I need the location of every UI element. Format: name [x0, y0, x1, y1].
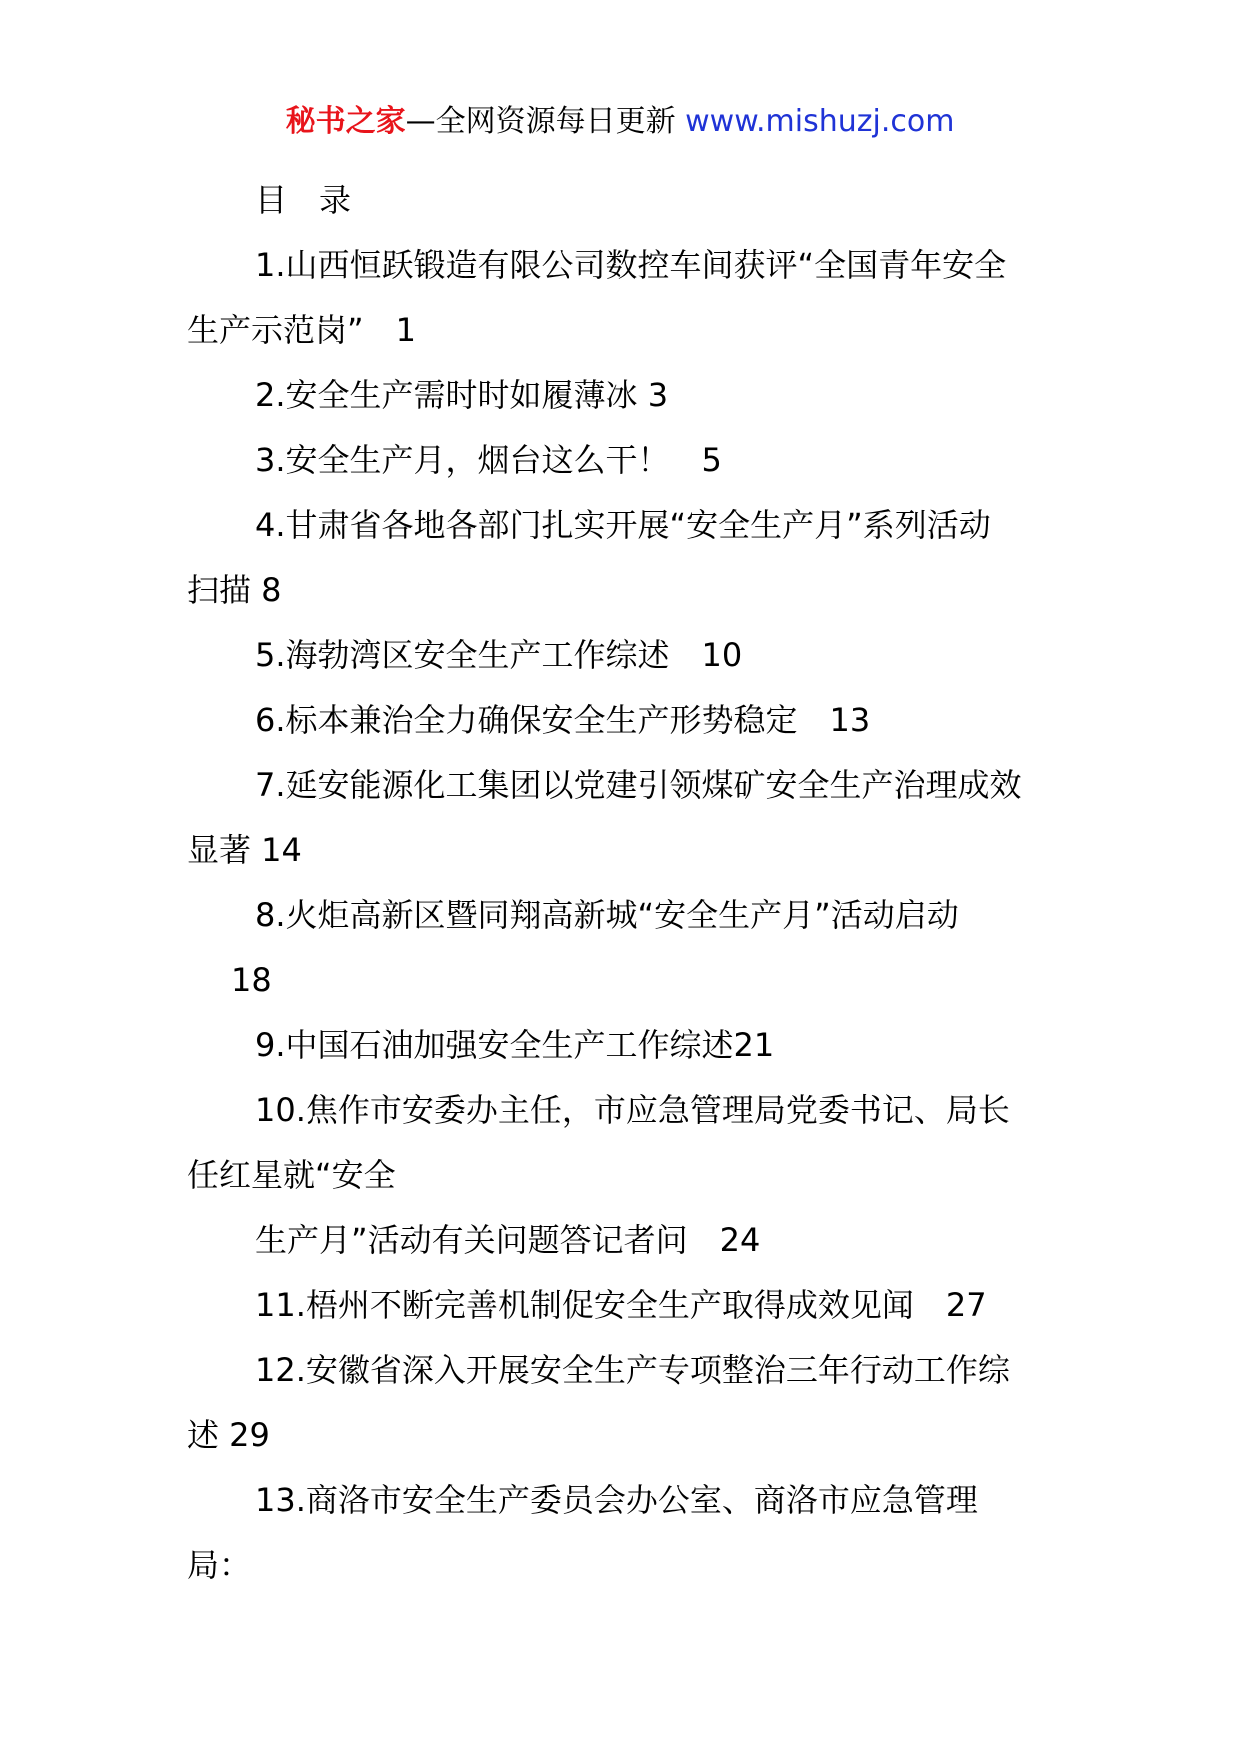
toc-entry-10-cont: 任红星就“安全	[187, 1156, 396, 1194]
toc-entry-12-cont: 述 29	[187, 1416, 270, 1454]
header-tagline: —全网资源每日更新	[405, 104, 676, 139]
toc-entry-4-cont: 扫描 8	[187, 571, 282, 609]
toc-entry-6: 6.标本兼治全力确保安全生产形势稳定 13	[255, 701, 871, 739]
toc-entry-7-cont: 显著 14	[187, 831, 302, 869]
toc-entry-7: 7.延安能源化工集团以党建引领煤矿安全生产治理成效	[255, 766, 1022, 804]
toc-entry-3: 3.安全生产月，烟台这么干！ 5	[255, 441, 722, 479]
toc-entry-13: 13.商洛市安全生产委员会办公室、商洛市应急管理	[255, 1481, 978, 1519]
table-of-contents	[187, 168, 1057, 1598]
toc-entry-10-cont-2: 生产月”活动有关问题答记者问 24	[255, 1221, 761, 1259]
toc-entry-13-cont: 局：	[187, 1546, 252, 1584]
toc-entry-2: 2.安全生产需时时如履薄冰 3	[255, 376, 669, 414]
toc-entry-4: 4.甘肃省各地各部门扎实开展“安全生产月”系列活动	[255, 506, 991, 544]
toc-entry-12: 12.安徽省深入开展安全生产专项整治三年行动工作综	[255, 1351, 1010, 1389]
toc-heading: 目 录	[255, 181, 352, 219]
toc-entry-8-cont: 18	[231, 961, 272, 999]
toc-entry-1-cont: 生产示范岗” 1	[187, 311, 416, 349]
site-header	[0, 100, 1240, 144]
brand-name: 秘书之家	[285, 104, 406, 139]
toc-entry-8: 8.火炬高新区暨同翔高新城“安全生产月”活动启动	[255, 896, 959, 934]
toc-entry-9: 9.中国石油加强安全生产工作综述21	[255, 1026, 775, 1064]
site-url-link[interactable]: www.mishuzj.com	[685, 104, 955, 139]
toc-entry-1: 1.山西恒跃锻造有限公司数控车间获评“全国青年安全	[255, 246, 1007, 284]
toc-entry-5: 5.海勃湾区安全生产工作综述 10	[255, 636, 743, 674]
toc-entry-10: 10.焦作市安委办主任，市应急管理局党委书记、局长	[255, 1091, 1010, 1129]
toc-entry-11: 11.梧州不断完善机制促安全生产取得成效见闻 27	[255, 1286, 987, 1324]
